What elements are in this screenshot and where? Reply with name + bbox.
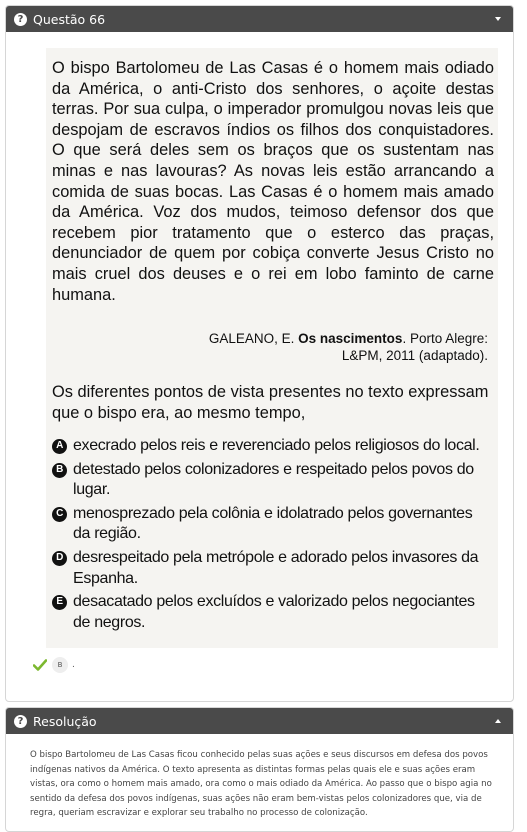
answer-badge: B — [52, 657, 68, 673]
question-circle-icon: ? — [14, 13, 27, 26]
option-text: menosprezado pela colônia e idolatrado pelos governantes da região. — [73, 504, 473, 543]
answer-suffix: . — [72, 660, 75, 670]
option-letter: E — [52, 595, 67, 610]
option-a — [52, 436, 492, 457]
option-text: execrado pelos reis e reverenciado pelos religiosos do local. — [73, 437, 480, 454]
option-c — [52, 504, 492, 545]
option-letter: B — [52, 463, 67, 478]
source-work: Os nascimentos — [298, 331, 403, 346]
option-text: detestado pelos colonizadores e respeitado pelos povos do lugar. — [73, 460, 474, 499]
resolution-title: Resolução — [33, 713, 97, 729]
option-letter: A — [52, 439, 67, 454]
option-e — [52, 592, 492, 633]
option-text: desacatado pelos excluídos e valorizado pelos negociantes de negros. — [73, 593, 475, 631]
question-panel — [5, 5, 514, 702]
passage-text: O bispo Bartolomeu de Las Casas é o homem mais odiado da América, o anti-Cristo dos senhores, o açoite destas terras. Por sua culpa, o imperador promulgou novas leis que despojam de escravos índios os filhos dos conquistadores. O que será deles sem os braços que os sustentam nas minas e nas lavouras? As novas leis estão arrancando a comida de suas bocas. Las Casas é o homem mais amado da América. Voz dos mudos, teimoso defensor dos que recebem pior tratamento que o esterco das praças, denunciador de quem por cobiça converte Jesus Cristo no mais cruel dos deuses e o rei em lobo faminto de carne humana. — [52, 59, 494, 304]
option-b — [52, 460, 492, 501]
question-image — [46, 48, 498, 648]
resolution-text: O bispo Bartolomeu de Las Casas ficou conhecido pelas suas ações e seus discursos em defesa dos povos indígenas nativos da América. O texto apresenta as distintas formas pelas quais ele e suas ações eram vistas, ora como o homem mais amado, ora como o mais odiado da América. Ao passo que o bispo agia no sentido da defesa dos povos indígenas, suas ações não eram bem-vistas pelos colonizadores que, via de regra, queriam escravizar e explorar seu trabalho no processo de colonização. — [30, 750, 492, 818]
source-citation — [209, 330, 488, 364]
check-icon — [33, 659, 47, 671]
question-title: Questão 66 — [33, 11, 106, 27]
caret-down-icon[interactable] — [495, 17, 501, 21]
options-list — [52, 436, 492, 636]
option-d — [52, 548, 492, 589]
resolution-panel — [5, 707, 514, 832]
answer-row — [33, 657, 75, 673]
question-stem: Os diferentes pontos de vista presentes no texto expressam que o bispo era, ao mesmo tempo, — [52, 383, 489, 422]
option-letter: D — [52, 551, 67, 566]
option-text: desrespeitado pela metrópole e adorado pelos invasores da Espanha. — [73, 548, 479, 587]
question-header[interactable] — [6, 6, 513, 32]
source-line2: L&PM, 2011 (adaptado). — [341, 348, 488, 363]
source-author: GALEANO, E. — [208, 331, 295, 346]
question-circle-icon: ? — [14, 715, 27, 728]
option-letter: C — [52, 507, 67, 522]
resolution-header[interactable] — [6, 708, 513, 734]
caret-up-icon[interactable] — [495, 719, 501, 723]
source-place: . Porto Alegre: — [402, 331, 488, 346]
